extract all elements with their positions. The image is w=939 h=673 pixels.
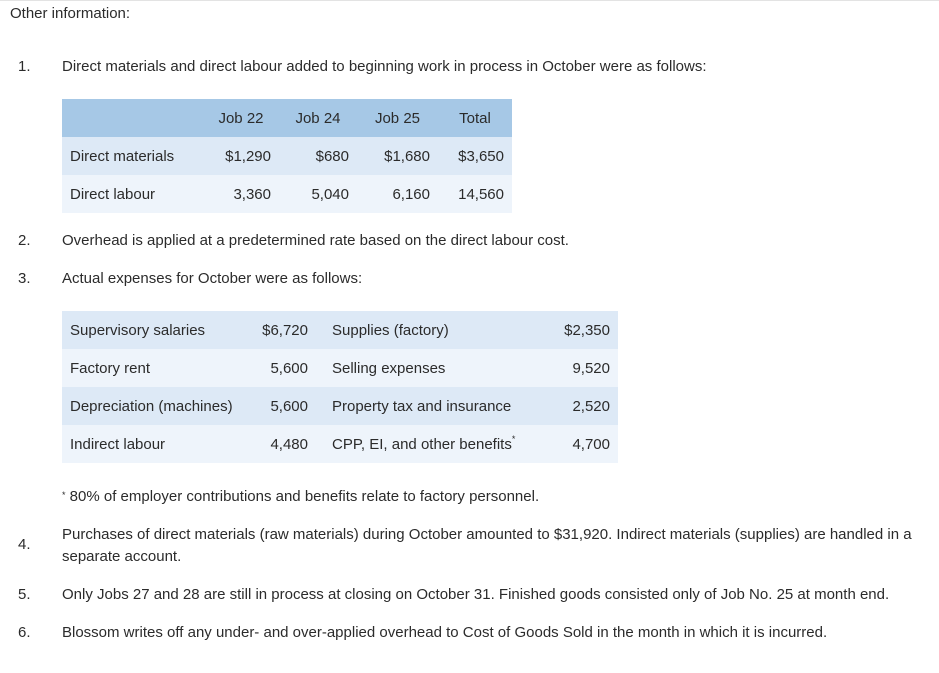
table-cell: 6,160	[357, 175, 438, 213]
table-cell: Direct materials	[62, 137, 203, 175]
benefits-label: CPP, EI, and other benefits	[332, 435, 512, 453]
table-header-cell: Job 24	[279, 99, 357, 137]
table-row	[62, 311, 618, 349]
table-cell: $1,290	[203, 137, 279, 175]
item-number: 5.	[18, 586, 31, 603]
table-cell: 9,520	[540, 349, 618, 387]
item-text: Overhead is applied at a predetermined rate based on the direct labour cost.	[62, 232, 569, 249]
table-header-cell: Total	[438, 99, 512, 137]
table-header-row	[62, 99, 512, 137]
table-cell: 5,040	[279, 175, 357, 213]
table-cell: Direct labour	[62, 175, 203, 213]
table-cell: 3,360	[203, 175, 279, 213]
footnote-text: 80% of employer contributions and benefits relate to factory personnel.	[65, 488, 540, 505]
table-header-cell	[62, 99, 203, 137]
table-row	[62, 387, 618, 425]
table-cell: Supplies (factory)	[316, 311, 540, 349]
footnote-mark: *	[62, 490, 66, 500]
table-row	[62, 349, 618, 387]
table-cell: $3,650	[438, 137, 512, 175]
table-cell: Property tax and insurance	[316, 387, 540, 425]
item-text: Direct materials and direct labour added to beginning work in process in October were as follows:	[62, 58, 707, 75]
footnote-asterisk: *	[511, 433, 516, 444]
item-number: 1.	[18, 58, 31, 75]
item-text: Actual expenses for October were as follows:	[62, 270, 363, 287]
item-number: 3.	[18, 270, 31, 287]
table-cell	[316, 425, 540, 463]
section-heading: Other information:	[10, 5, 131, 22]
item-text: Only Jobs 27 and 28 are still in process at closing on October 31. Finished goods consisted only of Job No. 25 at month end.	[62, 586, 890, 603]
table-row	[62, 425, 618, 463]
table-cell: $2,350	[540, 311, 618, 349]
table-cell: 2,520	[540, 387, 618, 425]
table-cell: Factory rent	[62, 349, 248, 387]
table-cell: $1,680	[357, 137, 438, 175]
table-row	[62, 175, 512, 213]
table-cell: Depreciation (machines)	[62, 387, 248, 425]
table-cell: 5,600	[248, 387, 316, 425]
table-header-cell: Job 22	[203, 99, 279, 137]
table-cell: 4,480	[248, 425, 316, 463]
table-cell: 14,560	[438, 175, 512, 213]
table-cell: Indirect labour	[62, 425, 248, 463]
item-number: 6.	[18, 624, 31, 641]
table-cell: $6,720	[248, 311, 316, 349]
table-cell: $680	[279, 137, 357, 175]
item-number: 2.	[18, 232, 31, 249]
table-header-cell: Job 25	[357, 99, 438, 137]
table-cell: Selling expenses	[316, 349, 540, 387]
table-cell: 4,700	[540, 425, 618, 463]
table-cell: 5,600	[248, 349, 316, 387]
top-divider	[0, 0, 939, 1]
item-text: Purchases of direct materials (raw materials) during October amounted to $31,920. Indirect materials (supplies) are handled in a separate account.	[62, 526, 912, 565]
item-number: 4.	[18, 536, 31, 553]
direct-costs-table	[62, 99, 512, 213]
footnote	[62, 486, 539, 508]
actual-expenses-table	[62, 311, 618, 463]
item-text: Blossom writes off any under- and over-applied overhead to Cost of Goods Sold in the month in which it is incurred.	[62, 624, 828, 641]
table-cell: Supervisory salaries	[62, 311, 248, 349]
table-row	[62, 137, 512, 175]
